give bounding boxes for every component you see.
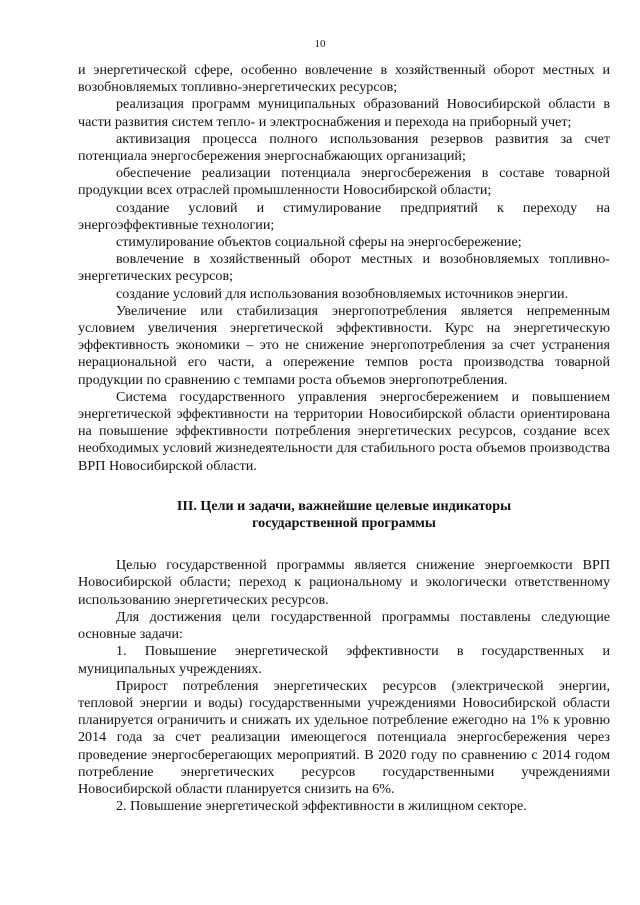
paragraph-continuation: и энергетической сфере, особенно вовлечение в хозяйственный оборот местных и возобновляемых топливно-энергетических ресурсов; <box>78 62 610 96</box>
list-item-reserve-activation: активизация процесса полного использования резервов развития за счет потенциала энергосбережения энергоснабжающих организаций; <box>78 130 610 165</box>
list-item-industry-potential: обеспечение реализации потенциала энергосбережения в составе товарной продукции всех отраслей промышленности Новосибирской области; <box>78 165 610 199</box>
paragraph-program-goal: Целью государственной программы является снижение энергоемкости ВРП Новосибирской области; переход к рациональному и экологически ответственному использованию энергетических ресурсов. <box>78 557 610 608</box>
list-item-local-resources: вовлечение в хозяйственный оборот местных и возобновляемых топливно-энергетических ресурсов; <box>78 251 610 285</box>
list-item-social-sphere: стимулирование объектов социальной сферы на энергосбережение; <box>116 234 522 251</box>
section-heading-line-1: III. Цели и задачи, важнейшие целевые индикаторы <box>176 497 512 514</box>
document-body <box>78 62 610 815</box>
page-number: 10 <box>314 38 326 50</box>
paragraph-efficiency-course: Увеличение или стабилизация энергопотребления является непременным условием увеличения энергетической эффективности. Курс на энергетическую эффективность экономики – это не снижение энергопотребления за счет устранения нерациональной его части, а опережение темпов роста производства товарной продукции по сравнению с темпами роста объемов энергопотребления. <box>78 302 610 388</box>
task-item-1: 1. Повышение энергетической эффективности в государственных и муниципальных учреждениях. <box>78 643 610 677</box>
list-item-renewables: создание условий для использования возобновляемых источников энергии. <box>116 285 569 302</box>
section-heading-line-2: государственной программы <box>252 515 436 532</box>
list-item-enterprise-incentives: создание условий и стимулирование предприятий к переходу на энергоэффективные технологии; <box>78 199 610 233</box>
section-heading <box>78 498 610 532</box>
task-item-2: 2. Повышение энергетической эффективности в жилищном секторе. <box>116 798 527 815</box>
list-item-municipal-programs: реализация программ муниципальных образований Новосибирской области в части развития систем тепло- и электроснабжения и перехода на приборный учет; <box>78 96 610 130</box>
paragraph-tasks-intro: Для достижения цели государственной программы поставлены следующие основные задачи: <box>78 608 610 643</box>
paragraph-management-system: Система государственного управления энергосбережением и повышением энергетической эффективности на территории Новосибирской области ориентирована на повышение эффективности потребления энергетических ресурсов, создание всех необходимых условий жизнедеятельности для стабильного роста объемов производства ВРП Новосибирской области. <box>78 388 610 474</box>
paragraph-consumption-growth: Прирост потребления энергетических ресурсов (электрической энергии, тепловой энергии и воды) государственными учреждениями Новосибирской области планируется ограничить и снижать их удельное потребление ежегодно на 1% к уровню 2014 года за счет реализации имеющегося потенциала энергосбережения через проведение энергосберегающих мероприятий. В 2020 году по сравнению с 2014 годом потребление энергетических ресурсов государственными учреждениями Новосибирской области планируется снизить на 6%. <box>78 677 610 797</box>
